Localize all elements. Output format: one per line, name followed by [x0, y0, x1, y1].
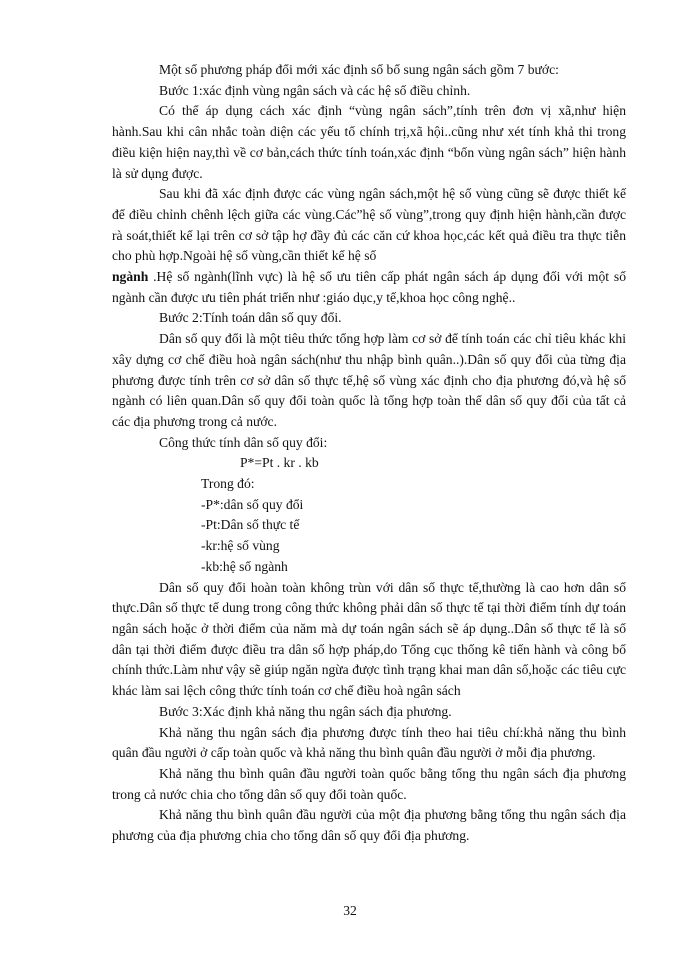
definition-item: -kr:hệ số vùng: [201, 538, 280, 554]
formula: P*=Pt . kr . kb: [240, 455, 319, 471]
page-number: 32: [343, 903, 357, 918]
national-average-paragraph: Khả năng thu bình quân đầu người toàn quốc bằng tổng thu ngân sách địa phương trong cả nước chia cho tổng dân số quy đổi toàn quốc.: [112, 765, 626, 802]
revenue-capacity-paragraph: Khả năng thu ngân sách địa phương được tính theo hai tiêu chí:khả năng thu bình quân đầu người ở cấp toàn quốc và khả năng thu bình quân đầu người ở mỗi địa phương.: [112, 724, 626, 761]
region-coefficient-paragraph: Sau khi đã xác định được các vùng ngân sách,một hệ số vùng cũng sẽ được thiết kế để điều chỉnh chênh lệch giữa các vùng.Các”hệ số vùng”,trong quy định hiện hành,cần được rà soát,thiết kế lại trên cơ sở tập hợ đầy đủ các căn cứ khoa học,các kết quả điều tra thực tiễn cho phù hợp.Ngoài hệ số vùng,cần thiết kế hệ số: [112, 186, 626, 264]
definition-item: -kb:hệ số ngành: [201, 558, 288, 574]
step-1-heading: Bước 1:xác định vùng ngân sách và các hệ số điều chỉnh.: [159, 82, 471, 98]
step-2-heading: Bước 2:Tính toán dân số quy đổi.: [159, 310, 342, 326]
definitions-heading: Trong đó:: [201, 476, 255, 492]
local-average-paragraph: Khả năng thu bình quân đầu người của một địa phương bằng tổng thu ngân sách địa phương của địa phương chia cho tổng dân số quy đổi địa phương.: [112, 807, 626, 844]
step-3-heading: Bước 3:Xác định khả năng thu ngân sách địa phương.: [159, 703, 452, 719]
definition-item: -P*:dân số quy đổi: [201, 496, 304, 512]
sector-coefficient-text: .Hệ số ngành(lĩnh vực) là hệ số ưu tiên cấp phát ngân sách áp dụng đối với một số ngành cần được ưu tiên phát triển như :giáo dục,y tế,khoa học công nghệ..: [112, 269, 626, 305]
formula-intro: Công thức tính dân số quy đổi:: [159, 434, 328, 450]
sector-bold-term: ngành: [112, 269, 149, 285]
population-comparison-paragraph: Dân số quy đổi hoàn toàn không trùn với dân số thực tế,thường là cao hơn dân số thực.Dân số thực tế dung trong công thức không phải dân số thực tế tại thời điểm tính dự toán ngân sách hoặc ở thời điểm của năm mà dự toán ngân sách sẽ áp dụng..Dân số thực tế là số dân tại thời điểm được điều tra dân số hợp pháp,do Tổng cục thống kê tiến hành và công bố chính thức.Làm như vậy sẽ giúp ngăn ngừa được tình trạng khai man dân số,hoặc các tiêu cực khác làm sai lệch công thức tính toán cơ chế điều hoà ngân sách: [112, 579, 626, 699]
budget-region-paragraph: Có thể áp dụng cách xác định “vùng ngân sách”,tính trên đơn vị xã,như hiện hành.Sau khi cân nhắc toàn diện các yếu tố chính trị,xã hội..cũng như xét tính khả thi trong điều kiện hiện nay,thì về cơ bản,cách thức tính toán,xác định “bốn vùng ngân sách” hiện hành là sử dụng được.: [112, 103, 626, 181]
document-body: [112, 60, 626, 847]
sector-coefficient-paragraph: [112, 267, 626, 308]
converted-population-paragraph: Dân số quy đổi là một tiêu thức tổng hợp làm cơ sở để tính toán các chỉ tiêu khác khi xây dựng cơ chế điều hoà ngân sách(như thu nhập bình quân..).Dân số quy đổi của từng địa phương được tính trên cơ sở dân số thực tế,hệ số vùng xác định cho địa phương đó,và hệ số ngành có liên quan.Dân số quy đổi toàn quốc là tổng hợp toàn thể dân số quy đổi của tất cả các địa phương trong cả nước.: [112, 331, 626, 429]
intro-paragraph: Một số phương pháp đổi mới xác định số bổ sung ngân sách gồm 7 bước:: [159, 62, 559, 77]
definition-item: -Pt:Dân số thực tế: [201, 517, 300, 533]
